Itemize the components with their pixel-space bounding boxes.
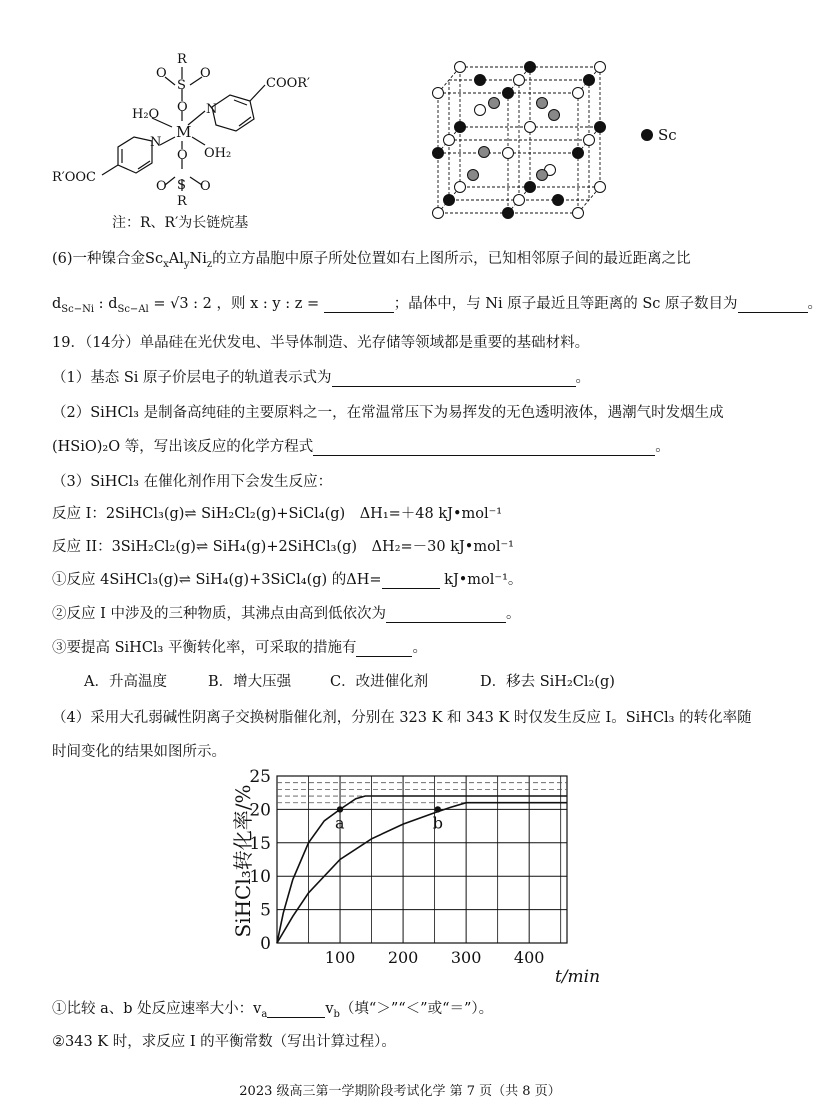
o-label-2: O	[200, 66, 211, 81]
point-b	[435, 806, 441, 812]
y-tick-label: 0	[260, 934, 271, 954]
y-tick-label: 20	[249, 800, 271, 821]
chart-frame	[277, 776, 567, 943]
s-label-bottom: S	[177, 178, 186, 193]
answer-blank[interactable]	[267, 1001, 325, 1018]
crystal-cell-diagram	[430, 55, 690, 225]
answer-blank[interactable]	[313, 439, 655, 456]
q6-line2: $d_{Sc-Ni}$ : $d_{Sc-Al} = √3$ : 2 ，则 x : y : z = ；晶体中，与 Ni 原子最近且等距离的 Sc 原子数目为 。	[52, 296, 822, 315]
chart-y-axis-label: SiHCl₃转化率/%	[231, 784, 255, 938]
q19-part2-line2: (HSiO)₂O 等，写出该反应的化学方程式 。	[52, 439, 670, 455]
answer-blank[interactable]	[324, 296, 394, 313]
coor-label: COOR′	[266, 76, 311, 91]
molecule-structure	[40, 45, 340, 235]
n-label-left: N	[150, 135, 162, 150]
point-label-a: a	[335, 813, 345, 833]
q19-part3: （3）SiHCl₃ 在催化剂作用下会发生反应：	[52, 474, 333, 490]
chart-dashed-levels	[277, 783, 567, 803]
option-a[interactable]: A．升高温度	[84, 674, 167, 690]
reaction-1: 反应 I：2SiHCl₃(g)⇌ SiH₂Cl₂(g)+SiCl₄(g) ΔH₁=＋48 kJ•mol⁻¹	[52, 506, 503, 522]
metal-label: M	[176, 123, 192, 141]
r-label-bottom: R	[177, 194, 187, 209]
reaction-2: 反应 II：3SiH₂Cl₂(g)⇌ SiH₄(g)+2SiHCl₃(g) ΔH₂=－30 kJ•mol⁻¹	[52, 539, 514, 555]
option-d[interactable]: D．移去 SiH₂Cl₂(g)	[480, 674, 615, 690]
o-label-1: O	[156, 66, 167, 81]
q6-line1: (6)一种镍合金$Sc_xAl_yNi_z$的立方晶胞中原子所处位置如右上图所示，已知相邻原子间的最近距离之比	[52, 251, 691, 270]
x-tick-label: 400	[513, 948, 545, 967]
q19-part1: （1）基态 Si 原子价层电子的轨道表示式为 。	[52, 370, 591, 386]
series-line-2	[277, 803, 567, 943]
molecule-note: 注：R、R′为长链烷基	[112, 215, 249, 231]
q19-part4-sub1: ①比较 a、b 处反应速率大小：$v_a$ $v_b$（填“＞”“＜”或“＝”）。	[52, 1001, 494, 1020]
chart-grid	[277, 776, 567, 943]
chart-x-axis-label: t/min	[555, 967, 601, 987]
chart-series	[277, 796, 567, 943]
rooc-label: R′OOC	[52, 170, 97, 185]
oh2-label: OH₂	[204, 146, 232, 161]
option-b[interactable]: B．增大压强	[208, 674, 292, 690]
answer-blank[interactable]	[356, 640, 412, 657]
y-tick-label: 25	[249, 767, 271, 787]
answer-blank[interactable]	[332, 370, 576, 387]
o-label-5: O	[156, 179, 167, 194]
chart-ticks	[249, 767, 544, 967]
page-footer: 2023 级高三第一学期阶段考试化学 第 7 页（共 8 页）	[239, 1084, 561, 1099]
q19-sub3: ③要提高 SiHCl₃ 平衡转化率，可采取的措施有 。	[52, 640, 427, 656]
point-label-b: b	[432, 813, 444, 833]
q19-sub1: ①反应 4SiHCl₃(g)⇌ SiH₄(g)+3SiCl₄(g) 的ΔH= kJ•mol⁻¹。	[52, 572, 523, 588]
o-label-6: O	[200, 179, 211, 194]
sc-legend-label: Sc	[658, 126, 677, 144]
q19-intro: 19．（14分）单晶硅在光伏发电、半导体制造、光存储等领域都是重要的基础材料。	[52, 335, 590, 351]
conversion-chart	[210, 758, 600, 993]
s-label-top: S	[177, 78, 186, 93]
point-a	[337, 806, 343, 812]
y-tick-label: 5	[260, 900, 271, 921]
o-label-4: O	[177, 148, 188, 163]
answer-blank[interactable]	[386, 606, 506, 623]
q19-options	[84, 670, 615, 691]
o-label-3: O	[177, 100, 188, 115]
y-tick-label: 15	[249, 833, 271, 854]
sc-legend-marker	[641, 129, 653, 141]
n-label-right: N	[206, 102, 218, 117]
h2o-label: H₂O	[132, 107, 160, 122]
q19-sub2: ②反应 I 中涉及的三种物质，其沸点由高到低依次为 。	[52, 606, 521, 622]
q19-part4-line2: 时间变化的结果如图所示。	[52, 744, 226, 760]
q19-part4-sub2: ②343 K 时，求反应 I 的平衡常数（写出计算过程）。	[52, 1034, 396, 1050]
q19-part4-line1: （4）采用大孔弱碱性阴离子交换树脂催化剂，分别在 323 K 和 343 K 时仅发生反应 I。SiHCl₃ 的转化率随	[52, 710, 752, 726]
r-label-top: R	[177, 52, 187, 67]
x-tick-label: 100	[324, 948, 356, 967]
answer-blank[interactable]	[738, 296, 808, 313]
chart-points	[335, 806, 443, 832]
option-c[interactable]: C．改进催化剂	[330, 674, 429, 690]
q19-part2-line1: （2）SiHCl₃ 是制备高纯硅的主要原料之一，在常温常压下为易挥发的无色透明液体，遇潮气时发烟生成	[52, 405, 724, 421]
y-tick-label: 10	[249, 867, 271, 888]
x-tick-label: 300	[450, 948, 482, 967]
answer-blank[interactable]	[382, 572, 440, 589]
x-tick-label: 200	[387, 948, 419, 967]
